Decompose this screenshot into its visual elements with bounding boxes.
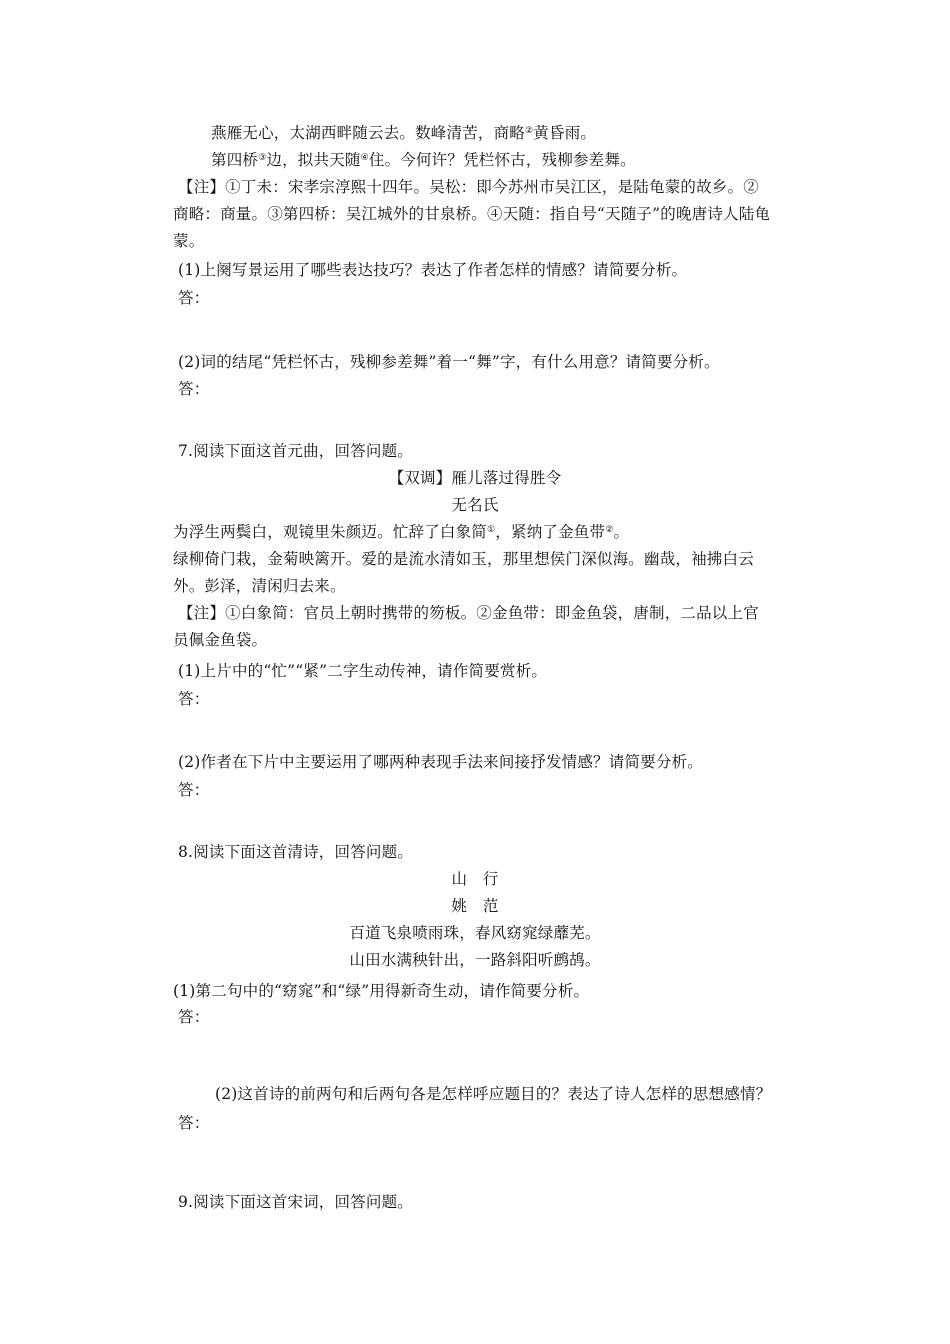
q8-title: 8.阅读下面这首清诗，回答问题。 bbox=[178, 843, 413, 861]
q7-answer-label-2: 答： bbox=[178, 781, 210, 799]
q7-note-line-1: 【注】①白象简：官员上朝时携带的笏板。②金鱼带：即金鱼袋，唐制，二品以上官 bbox=[178, 604, 759, 622]
q7-sub-question-1: (1)上片中的“忙”“紧”二字生动传神，请作简要赏析。 bbox=[178, 662, 548, 680]
q6-poem-line-2-c: 住。今何许？凭栏怀古，残柳参差舞。 bbox=[368, 151, 636, 169]
q8-answer-label-1: 答： bbox=[178, 1008, 210, 1026]
q6-poem-line-2-a: 第四桥 bbox=[211, 151, 259, 169]
q8-poem-line-2: 山田水满秧针出，一路斜阳听鹧鸪。 bbox=[349, 951, 601, 969]
q7-verse-line-1-a: 为浮生两鬓白，观镜里朱颜迈。忙辞了白象简 bbox=[173, 523, 488, 541]
q6-note-line-3: 蒙。 bbox=[173, 232, 205, 250]
q9-title: 9.阅读下面这首宋词，回答问题。 bbox=[178, 1193, 413, 1211]
q7-title: 7.阅读下面这首元曲，回答问题。 bbox=[178, 442, 413, 460]
q7-note-line-2: 员佩金鱼袋。 bbox=[173, 631, 268, 649]
q6-sub-question-1: (1)上阕写景运用了哪些表达技巧？表达了作者怎样的情感？请简要分析。 bbox=[178, 261, 688, 279]
q7-verse-line-1-b: ，紧纳了金鱼带 bbox=[495, 523, 606, 541]
q7-verse-line-1-c: 。 bbox=[613, 523, 630, 541]
q8-author: 姚 范 bbox=[451, 897, 499, 915]
q6-answer-label-2: 答： bbox=[178, 380, 210, 398]
q6-poem-line-2 bbox=[211, 148, 851, 172]
q6-poem-line-1-text: 燕雁无心，太湖西畔随云去。数峰清苦，商略 bbox=[211, 124, 526, 142]
q7-piece-title: 【双调】雁儿落过得胜令 bbox=[388, 469, 562, 487]
q6-note-line-2: 商略：商量。③第四桥：吴江城外的甘泉桥。④天随：指自号“天随子”的晚唐诗人陆龟 bbox=[173, 205, 771, 223]
q8-poem-title: 山 行 bbox=[451, 870, 499, 888]
footnote-marker: ① bbox=[487, 525, 496, 535]
q6-sub-question-2: (2)词的结尾“凭栏怀古，残柳参差舞”着一“舞”字，有什么用意？请简要分析。 bbox=[178, 353, 720, 371]
footnote-marker: ③ bbox=[258, 153, 267, 163]
q7-verse-line-1 bbox=[173, 520, 813, 544]
q7-verse-line-2: 绿柳倚门栽，金菊映篱开。爱的是流水清如玉，那里想侯门深似海。幽哉，袖拂白云 bbox=[173, 550, 754, 568]
q8-poem-line-1: 百道飞泉喷雨珠，春风窈窕绿蘼芜。 bbox=[349, 924, 601, 942]
q7-answer-label-1: 答： bbox=[178, 690, 210, 708]
q8-sub-question-1: (1)第二句中的“窈窕”和“绿”用得新奇生动，请作简要分析。 bbox=[173, 982, 590, 1000]
q7-author: 无名氏 bbox=[451, 496, 499, 514]
q6-poem-line-1 bbox=[211, 121, 851, 145]
q6-poem-line-2-b: 边，拟共天随 bbox=[266, 151, 361, 169]
q8-sub-question-2: (2)这首诗的前两句和后两句各是怎样呼应题目的？表达了诗人怎样的思想感情？ bbox=[215, 1085, 772, 1103]
q6-poem-line-1-tail: 黄昏雨。 bbox=[533, 124, 597, 142]
q6-note-line-1: 【注】①丁未：宋孝宗淳熙十四年。吴松：即今苏州市吴江区，是陆龟蒙的故乡。② bbox=[178, 178, 759, 196]
footnote-marker: ④ bbox=[360, 153, 369, 163]
footnote-marker: ② bbox=[605, 525, 614, 535]
q7-sub-question-2: (2)作者在下片中主要运用了哪两种表现手法来间接抒发情感？请简要分析。 bbox=[178, 753, 703, 771]
q7-verse-line-3: 外。彭泽，清闲归去来。 bbox=[173, 577, 346, 595]
footnote-marker: ② bbox=[525, 126, 534, 136]
q8-answer-label-2: 答： bbox=[178, 1114, 210, 1132]
q6-answer-label-1: 答： bbox=[178, 289, 210, 307]
